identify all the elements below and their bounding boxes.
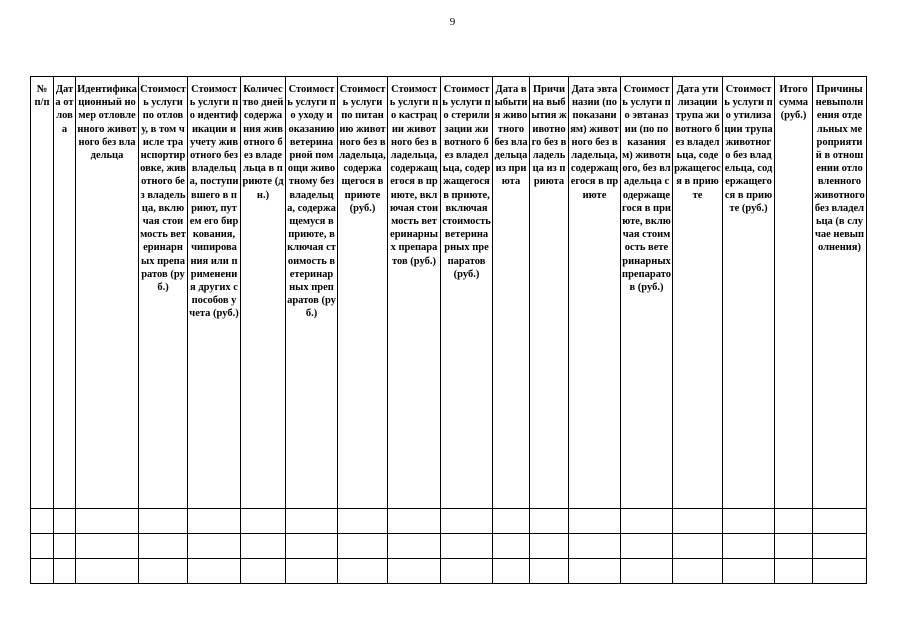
table-cell[interactable] [530, 534, 569, 559]
table-cell[interactable] [241, 534, 286, 559]
column-header: Стоимость услуги по отлову, в том числе транспортировке, животного без владельца, включая стоимость ветеринарных препаратов (руб.) [139, 77, 188, 509]
column-header: Дата эвтаназии (по показаниям) животного без владельца, содержащегося в приюте [569, 77, 621, 509]
table-cell[interactable] [775, 534, 813, 559]
table-cell[interactable] [286, 559, 338, 584]
table-cell[interactable] [493, 509, 530, 534]
table-cell[interactable] [493, 534, 530, 559]
animal-register-table [30, 76, 867, 584]
table-row [31, 509, 867, 534]
table-cell[interactable] [188, 509, 241, 534]
column-header: Стоимость услуги по стерилизации животного без владельца, содержащегося в приюте, включая стоимость ветеринарных препаратов (руб.) [441, 77, 493, 509]
table-row [31, 534, 867, 559]
table-cell[interactable] [441, 534, 493, 559]
table-body [31, 509, 867, 584]
column-header: Стоимость услуги по уходу и оказанию ветеринарной помощи животному без владельца, содержащемуся в приюте, включая стоимость ветеринарных препаратов (руб.) [286, 77, 338, 509]
table-cell[interactable] [388, 534, 441, 559]
table-cell[interactable] [569, 559, 621, 584]
table-cell[interactable] [813, 509, 867, 534]
column-header: Дата выбытия животного без владельца из приюта [493, 77, 530, 509]
header-row [31, 77, 867, 509]
table-cell[interactable] [139, 534, 188, 559]
table-cell[interactable] [775, 559, 813, 584]
table-cell[interactable] [338, 534, 388, 559]
table-cell[interactable] [54, 534, 76, 559]
table-cell[interactable] [286, 534, 338, 559]
table-cell[interactable] [530, 509, 569, 534]
table-cell[interactable] [139, 559, 188, 584]
table-cell[interactable] [530, 559, 569, 584]
table-cell[interactable] [493, 559, 530, 584]
column-header: Стоимость услуги по идентификации и учету животного без владельца, поступившего в приют, путем его биркования, чипирования или применения других способов учета (руб.) [188, 77, 241, 509]
column-header: Итого сумма (руб.) [775, 77, 813, 509]
column-header: Стоимость услуги по кастрации животного без владельца, содержащегося в приюте, включая стоимость ветеринарных препаратов (руб.) [388, 77, 441, 509]
column-header: Дата отлова [54, 77, 76, 509]
table-cell[interactable] [723, 534, 775, 559]
table-cell[interactable] [241, 509, 286, 534]
column-header: № п/п [31, 77, 54, 509]
table-cell[interactable] [813, 559, 867, 584]
table-cell[interactable] [621, 509, 673, 534]
table-cell[interactable] [621, 559, 673, 584]
column-header: Идентификационный номер отловленного животного без владельца [76, 77, 139, 509]
table-cell[interactable] [775, 509, 813, 534]
column-header: Стоимость услуги по эвтаназии (по показаниям) животного, без владельца содержащегося в приюте, включая стоимость ветеринарных препаратов (руб.) [621, 77, 673, 509]
table-cell[interactable] [723, 509, 775, 534]
table-cell[interactable] [76, 559, 139, 584]
table-cell[interactable] [569, 509, 621, 534]
table-cell[interactable] [188, 559, 241, 584]
page-number: 9 [449, 16, 456, 28]
table-cell[interactable] [54, 559, 76, 584]
table-cell[interactable] [338, 509, 388, 534]
column-header: Количество дней содержания животного без владельца в приюте (дн.) [241, 77, 286, 509]
table-cell[interactable] [388, 509, 441, 534]
table-row [31, 559, 867, 584]
table-cell[interactable] [723, 559, 775, 584]
column-header: Причины невыполнения отдельных мероприятий в отношении отловленного животного без владельца (в случае невыполнения) [813, 77, 867, 509]
table-cell[interactable] [388, 559, 441, 584]
table-cell[interactable] [31, 534, 54, 559]
table-cell[interactable] [441, 559, 493, 584]
column-header: Стоимость услуги по утилизации трупа животного без владельца, содержащегося в приюте (руб.) [723, 77, 775, 509]
table-cell[interactable] [621, 534, 673, 559]
table-cell[interactable] [76, 509, 139, 534]
table-cell[interactable] [31, 559, 54, 584]
table-cell[interactable] [139, 509, 188, 534]
column-header: Дата утилизации трупа животного без владельца, содержащегося в приюте [673, 77, 723, 509]
table-cell[interactable] [673, 534, 723, 559]
table-cell[interactable] [188, 534, 241, 559]
column-header: Стоимость услуги по питанию животного без владельца, содержащегося в приюте (руб.) [338, 77, 388, 509]
table-cell[interactable] [31, 509, 54, 534]
table-cell[interactable] [241, 559, 286, 584]
table-cell[interactable] [569, 534, 621, 559]
table-cell[interactable] [441, 509, 493, 534]
table-cell[interactable] [54, 509, 76, 534]
table-cell[interactable] [673, 559, 723, 584]
table-cell[interactable] [673, 509, 723, 534]
column-header: Причина выбытия животного без владельца из приюта [530, 77, 569, 509]
table-cell[interactable] [813, 534, 867, 559]
table-cell[interactable] [338, 559, 388, 584]
table-cell[interactable] [76, 534, 139, 559]
table-cell[interactable] [286, 509, 338, 534]
